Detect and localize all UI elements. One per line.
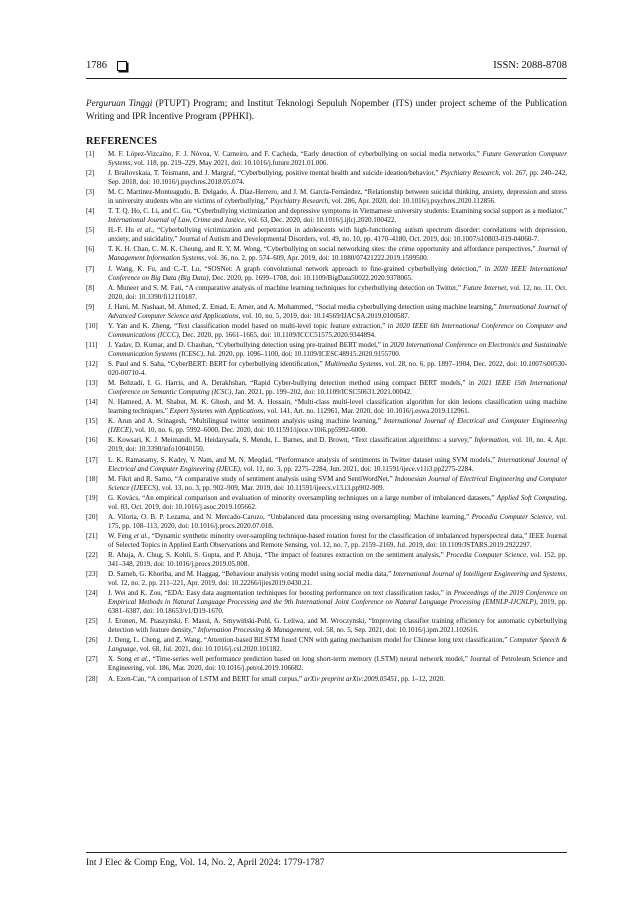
reference-venue: Information (474, 436, 509, 445)
reference-details: , Dec. 2020, pp. 1661–1665, doi: 10.1109/ICCC51575.2020.9344894. (178, 330, 376, 339)
reference-text (108, 417, 567, 435)
reference-text (108, 207, 567, 225)
reference-authors-title: D. Sameh, G. Khoriba, and M. Haggag, “Behaviour analysis voting model using social media data,” (108, 570, 394, 579)
references-heading: REFERENCES (86, 136, 158, 147)
reference-details: , vol. 58, no. 5, Sep. 2021, doi: 10.1016/j.ipm.2021.102616. (310, 626, 479, 635)
reference-authors-title: N. Hameed, A. M. Shabut, M. K. Ghosh, and M. A. Hossain, “Multi-class multi-level classification algorithm for skin lesions classification using machine learning techniques,” (108, 398, 567, 416)
reference-venue: Future Generation Computer Systems (108, 150, 567, 167)
reference-number: [14] (86, 398, 98, 407)
reference-authors-title: A. Muneer and S. M. Fati, “A comparative analysis of machine learning techniques for cyberbullying detection on Twitter,” (108, 283, 464, 292)
reference-text (108, 265, 567, 283)
intro-text: (PTUPT) Program; and Institut Teknologi Sepuluh Nopember (ITS) under project scheme of the Publication Writing and IPR Incentive Program (PPHKI). (86, 98, 568, 121)
reference-details: , 2019, pp. 6381–6387, doi: 10.18653/v1/D19-1670. (108, 598, 567, 616)
reference-item (86, 398, 567, 416)
reference-venue: Information Processing & Management (197, 626, 311, 635)
reference-details: , vol. 68, Jul. 2021, doi: 10.1016/j.csl.2020.101182. (136, 645, 282, 654)
reference-authors-title: S. Paul and S. Saha, “CyberBERT: BERT for cyberbullying identification,” (108, 360, 325, 369)
reference-text (108, 150, 567, 168)
reference-details: , vol. 63, Dec. 2020, doi: 10.1016/j.ijlcj.2020.100422. (244, 216, 397, 225)
reference-item (86, 341, 567, 359)
reference-item (86, 284, 567, 302)
reference-number: [28] (86, 674, 98, 683)
reference-details: , vol. 36, no. 2, pp. 574–609, Apr. 2019, doi: 10.1080/07421222.2019.1599500. (204, 254, 429, 263)
reference-text (108, 245, 567, 263)
header-left (86, 60, 127, 71)
reference-authors-title: J. Eronen, M. Ptaszynski, F. Masui, A. Smywiński-Pohl, G. Leliwa, and M. Wroczynski, “Improving classifier training efficiency for automatic cyberbullying detection with feature density,” (108, 617, 567, 635)
reference-authors-title: M. Behzadi, I. G. Harris, and A. Derakhshan, “Rapid Cyber-bullying detection method using compact BERT models,” in (108, 379, 478, 388)
intro-italic: Perguruan Tinggi (86, 98, 153, 108)
reference-authors-title: L. K. Ramasamy, S. Kadry, Y. Nam, and M. N. Meqdad, “Performance analysis of sentiments in Twitter dataset using SVM models,” (108, 455, 498, 464)
reference-venue: Journal of Management Information Systems (108, 245, 567, 263)
reference-details: , vol. 10, no. 4, Apr. 2019, doi: 10.3390/info10040150. (108, 436, 567, 454)
reference-number: [3] (86, 188, 95, 197)
reference-text (108, 589, 567, 616)
reference-item (86, 589, 567, 616)
reference-details: , vol. 286, Apr. 2020, doi: 10.1016/j.psychres.2020.112856. (328, 197, 496, 206)
reference-venue: 2020 International Conference on Electronics and Sustainable Communication Systems (ICESC) (108, 340, 568, 358)
reference-authors-title: A. Viloria, O. B. P. Lezama, and N. Mercado-Caruzo, “Unbalanced data processing using oversampling: Machine learning,” (108, 512, 472, 521)
reference-text (108, 655, 567, 673)
reference-details: , “Dynamic synthetic minority over-sampling technique-based rotation forest for the classification of imbalanced hyperspectral data,” IEEE Journal of Selected Topics in Applied Earth Observations and Remote Sensing, vol. 12, no. 7, pp. 2159–2169, Jul. 2019, doi: 10.1109/JSTARS.2019.2922297. (108, 531, 568, 549)
reference-authors-title: G. Kovács, “An empirical comparison and evaluation of minority oversampling techniques on a large number of imbalanced datasets,” (108, 493, 497, 502)
reference-details: , vol. 10, no. 5, 2019, doi: 10.14569/IJACSA.2019.0100587. (238, 311, 410, 320)
reference-number: [8] (86, 283, 95, 292)
square-box-icon (117, 61, 127, 71)
reference-authors-title: M. Fikri and R. Sarno, “A comparative study of sentiment analysis using SVM and SentiWordNet,” (108, 474, 395, 483)
reference-venue: International Journal of Law, Crime and Justice (108, 216, 245, 225)
reference-number: [5] (86, 226, 95, 235)
reference-venue: Procedia Computer Science (471, 512, 552, 521)
reference-number: [26] (86, 636, 98, 645)
reference-venue: et al. (133, 531, 149, 540)
reference-text (108, 379, 567, 397)
reference-text (108, 322, 567, 340)
reference-number: [7] (86, 264, 95, 273)
reference-authors-title: A. Ezen-Can, “A comparison of LSTM and BERT for small corpus,” (108, 674, 304, 683)
reference-item (86, 150, 567, 168)
reference-details: , Dec. 2020, pp. 1699–1708, doi: 10.1109/BigData50022.2020.9378065. (208, 273, 413, 282)
reference-venue: Procedia Computer Science (446, 550, 527, 559)
reference-number: [22] (86, 550, 98, 559)
reference-details: , pp. 1–12, 2020. (397, 674, 446, 683)
reference-authors-title: Y. Yan and K. Zheng, “Text classification model based on multi-level topic feature extraction,” in (108, 321, 396, 330)
reference-number: [18] (86, 474, 98, 483)
reference-item (86, 655, 567, 673)
reference-authors-title: R. Ahuja, A. Chug, S. Kohli, S. Gupta, and P. Ahuja, “The impact of features extraction on the sentiment analysis,” (108, 550, 447, 559)
reference-number: [4] (86, 207, 95, 216)
reference-number: [17] (86, 455, 98, 464)
reference-number: [20] (86, 512, 98, 521)
reference-text (108, 436, 567, 454)
reference-text (108, 475, 567, 493)
reference-text (108, 513, 567, 531)
reference-venue: Psychiatry Research (440, 169, 499, 178)
reference-details: , vol. 267, pp. 240–242, Sep. 2018, doi: 10.1016/j.psychres.2018.05.074. (108, 169, 567, 187)
reference-details: , vol. 141, Art. no. 112961, Mar. 2020, doi: 10.1016/j.eswa.2019.112961. (263, 407, 470, 416)
reference-authors-title: K. Arun and A. Srinagesh, “Multilingual twitter sentiment analysis using machine learning,” (108, 417, 384, 426)
reference-item (86, 303, 567, 321)
reference-venue: Psychiatry Research (270, 197, 329, 206)
reference-venue: Future Internet (463, 283, 507, 292)
reference-authors-title: K. Kowsari, K. J. Meimandi, M. Heidarysafa, S. Mendu, L. Barnes, and D. Brown, “Text classification algorithms: a survey,” (108, 436, 475, 445)
reference-text (108, 570, 567, 588)
reference-details: , vol. 12, no. 2, pp. 211–221, Apr. 2019, doi: 10.22266/ijies2019.0430.21. (108, 570, 567, 588)
reference-item (86, 169, 567, 187)
reference-details: , Jul. 2020, pp. 1096–1100, doi: 10.1109/ICESC48915.2020.9155700. (203, 349, 401, 358)
reference-details: , “Time-series well performance prediction based on long short-term memory (LSTM) neural network model,” Journal of Petroleum Science and Engineering, vol. 186, Mar. 2020, doi: 10.1016/j.petrol.2019.106682. (108, 655, 568, 673)
reference-item (86, 551, 567, 569)
reference-number: [16] (86, 436, 98, 445)
reference-details: , vol. 118, pp. 219–229, May 2021, doi: 10.1016/j.future.2021.01.006. (130, 159, 329, 167)
reference-text (108, 188, 567, 206)
reference-venue: International Journal of Intelligent Engineering and Systems (393, 570, 566, 579)
reference-text (108, 303, 567, 321)
reference-item (86, 532, 567, 550)
reference-details: , vol. 11, no. 3, pp. 2275–2284, Jun. 2021, doi: 10.11591/ijece.v11i3.pp2275-2284. (239, 464, 474, 473)
reference-details: , “Cyberbullying victimization and perpetration in adolescents with high-functioning autism spectrum disorder: correlations with depression, anxiety, and suicidality,” Journal of Autism and Developmental Disorders, vol. 49, no. 10, pp. 4170–4180, Oct. 2019, doi: 10.1007/s10803-019-04060-7. (108, 226, 567, 244)
reference-authors-title: H.-F. Hu (108, 226, 137, 235)
reference-venue: Applied Soft Computing (496, 493, 566, 502)
reference-item (86, 265, 567, 283)
page-header (86, 60, 567, 71)
reference-text (108, 617, 567, 635)
reference-venue: 2020 IEEE International Conference on Big Data (Big Data) (108, 264, 567, 282)
reference-item (86, 322, 567, 340)
reference-venue: et al. (133, 655, 149, 664)
reference-item (86, 226, 567, 244)
reference-text (108, 675, 567, 684)
reference-text (108, 636, 567, 654)
reference-venue: 2021 IEEE 15th International Conference on Semantic Computing (ICSC) (108, 379, 567, 397)
reference-venue: et al. (137, 226, 153, 235)
reference-venue: Computer Speech & Language (108, 636, 567, 654)
reference-details: , vol. 152, pp. 341–348, 2019, doi: 10.1016/j.procs.2019.05.008. (108, 550, 567, 568)
reference-text (108, 169, 567, 187)
page-number: 1786 (86, 60, 107, 71)
reference-item (86, 617, 567, 635)
header-rule (86, 78, 567, 79)
reference-details: , Jan. 2021, pp. 199–202, doi: 10.1109/ICSC50631.2021.00042. (231, 388, 412, 397)
reference-item (86, 417, 567, 435)
reference-number: [15] (86, 417, 98, 426)
reference-list (86, 150, 567, 685)
reference-venue: arXiv preprint arXiv:2009.05451 (303, 674, 398, 683)
reference-authors-title: M. C. Martínez-Monteagudo, B. Delgado, Á. Díaz-Herrero, and J. M. García-Fernández, “Relationship between suicidal thinking, anxiety, depression and stress in university students who are victims of cyberbullying,” (108, 188, 567, 206)
reference-details: , vol. 175, pp. 108–113, 2020, doi: 10.1016/j.procs.2020.07.018. (108, 512, 567, 530)
page-footer: Int J Elec & Comp Eng, Vol. 14, No. 2, April 2024: 1779-1787 (86, 858, 325, 868)
reference-authors-title: J. Wang, K. Fu, and C.-T. Lu, “SOSNet: A graph convolutional network approach to fine-grained cyberbullying detection,” in (108, 264, 494, 273)
reference-number: [2] (86, 169, 95, 178)
reference-venue: Expert Systems with Applications (169, 407, 264, 416)
reference-text (108, 360, 567, 378)
reference-text (108, 532, 567, 550)
reference-number: [21] (86, 531, 98, 540)
intro-paragraph (86, 97, 567, 122)
reference-details: , vol. 10, no. 6, pp. 5992–6000, Dec. 2020, doi: 10.11591/ijece.v10i6.pp5992-6000. (131, 426, 368, 435)
reference-venue: International Journal of Electrical and Computer Engineering (IJECE) (108, 455, 567, 473)
reference-item (86, 245, 567, 263)
reference-authors-title: J. Yadav, D. Kumar, and D. Chauhan, “Cyberbullying detection using pre-trained BERT model,” in (108, 340, 391, 349)
reference-item (86, 675, 567, 684)
reference-item (86, 379, 567, 397)
reference-authors-title: T. K. H. Chan, C. M. K. Cheung, and R. Y. M. Wong, “Cyberbullying on social networking sites: the crime opportunity and affordance perspectives,” (108, 245, 538, 254)
reference-authors-title: J. Deng, L. Cheng, and Z. Wang, “Attention-based BiLSTM fused CNN with gating mechanism model for Chinese long text classification,” (108, 636, 510, 645)
reference-details: , vol. 83, Oct. 2019, doi: 10.1016/j.asoc.2019.105662. (108, 493, 568, 511)
reference-authors-title: X. Song (108, 655, 134, 664)
reference-number: [19] (86, 493, 98, 502)
reference-authors-title: T. T. Q. Ho, C. Li, and C. Gu, “Cyberbullying victimization and depressive symptoms in Vietnamese university students: Examining social support as a mediator,” (108, 207, 567, 216)
reference-venue: Indonesian Journal of Electrical Engineering and Computer Science (IJEECS) (108, 474, 567, 492)
reference-item (86, 513, 567, 531)
reference-details: , vol. 12, no. 11, Oct. 2020, doi: 10.3390/fi12110187. (108, 283, 567, 301)
reference-text (108, 284, 567, 302)
reference-number: [24] (86, 589, 98, 598)
reference-item (86, 570, 567, 588)
reference-number: [1] (86, 150, 95, 158)
reference-authors-title: J. Brailovskaia, T. Teismann, and J. Margraf, “Cyberbullying, positive mental health and suicide ideation/behavior,” (108, 169, 441, 178)
reference-venue: Proceedings of the 2019 Conference on Empirical Methods in Natural Language Processing and the 9th International Joint Conference on Natural Language Processing (EMNLP-IJCNLP) (108, 589, 567, 607)
issn: ISSN: 2088-8708 (493, 60, 567, 71)
reference-number: [9] (86, 302, 95, 311)
reference-number: [10] (86, 321, 98, 330)
reference-number: [12] (86, 360, 98, 369)
reference-text (108, 398, 567, 416)
reference-number: [25] (86, 617, 98, 626)
reference-item (86, 436, 567, 454)
reference-item (86, 636, 567, 654)
reference-number: [11] (86, 340, 98, 349)
reference-item (86, 188, 567, 206)
reference-number: [13] (86, 379, 98, 388)
reference-item (86, 456, 567, 474)
reference-text (108, 226, 567, 244)
reference-venue: International Journal of Electrical and Computer Engineering (IJECE) (108, 417, 567, 435)
reference-item (86, 360, 567, 378)
reference-venue: 2020 IEEE 6th International Conference on Computer and Communications (ICCC) (108, 321, 568, 339)
reference-text (108, 341, 567, 359)
reference-text (108, 551, 567, 569)
reference-number: [6] (86, 245, 95, 254)
reference-text (108, 456, 567, 474)
reference-authors-title: J. Wei and K. Zou, “EDA: Easy data augmentation techniques for boosting performance on text classification tasks,” in (108, 589, 454, 598)
reference-item (86, 207, 567, 225)
reference-venue: International Journal of Advanced Computer Science and Applications (108, 302, 567, 320)
reference-item (86, 494, 567, 512)
reference-item (86, 475, 567, 493)
reference-text (108, 494, 567, 512)
reference-authors-title: M. F. López-Vizcaíno, F. J. Nóvoa, V. Carneiro, and F. Cacheda, “Early detection of cyberbullying on social media networks,” (108, 150, 483, 158)
reference-number: [23] (86, 570, 98, 579)
reference-venue: Multimedia Systems (324, 360, 382, 369)
reference-number: [27] (86, 655, 98, 664)
reference-authors-title: J. Hani, M. Nashaat, M. Ahmed, Z. Emad, E. Amer, and A. Mohammed, “Social media cyberbullying detection using machine learning,” (108, 302, 499, 311)
footer-rule (86, 852, 567, 853)
reference-details: , vol. 28, no. 6, pp. 1897–1904, Dec. 2022, doi: 10.1007/s00530-020-00710-4. (108, 360, 568, 378)
reference-authors-title: W. Feng (108, 531, 134, 540)
reference-details: , vol. 13, no. 3, pp. 902–909, Mar. 2019, doi: 10.11591/ijeecs.v13.i3.pp902-909. (158, 483, 385, 492)
